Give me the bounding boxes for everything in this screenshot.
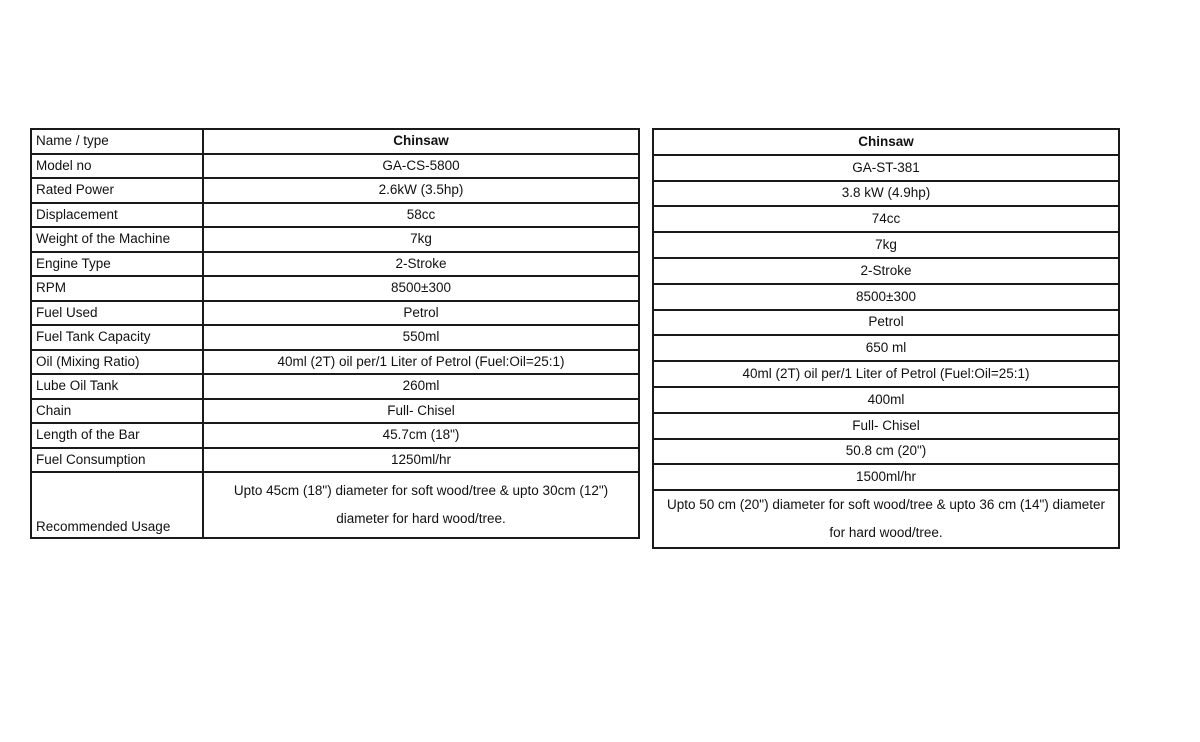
spec-value: 58cc (203, 203, 639, 228)
table-row (31, 399, 639, 424)
spec-value: 2-Stroke (653, 258, 1119, 284)
spec-value: 1250ml/hr (203, 448, 639, 473)
spec-table-model-2 (652, 128, 1120, 549)
table-row (31, 350, 639, 375)
table-row (653, 284, 1119, 310)
spec-value: 74cc (653, 206, 1119, 232)
spec-label: Chain (31, 399, 203, 424)
table-row (31, 472, 639, 538)
spec-label: RPM (31, 276, 203, 301)
table-row (653, 490, 1119, 548)
spec-label: Lube Oil Tank (31, 374, 203, 399)
spec-value: Upto 50 cm (20") diameter for soft wood/tree & upto 36 cm (14") diameter for hard wood/tree. (653, 490, 1119, 548)
table-row (31, 448, 639, 473)
spec-value: 8500±300 (203, 276, 639, 301)
spec-value: 400ml (653, 387, 1119, 413)
table-row (31, 325, 639, 350)
spec-value: Upto 45cm (18") diameter for soft wood/tree & upto 30cm (12") diameter for hard wood/tree. (203, 472, 639, 538)
spec-label: Fuel Consumption (31, 448, 203, 473)
spec-value: 2.6kW (3.5hp) (203, 178, 639, 203)
spec-label: Length of the Bar (31, 423, 203, 448)
spec-label: Rated Power (31, 178, 203, 203)
table-row (653, 155, 1119, 181)
spec-value: 7kg (203, 227, 639, 252)
table-row (31, 252, 639, 277)
table-row (653, 361, 1119, 387)
spec-value: Petrol (203, 301, 639, 326)
table-row (31, 178, 639, 203)
spec-label: Displacement (31, 203, 203, 228)
spec-value: 45.7cm (18") (203, 423, 639, 448)
spec-value: 1500ml/hr (653, 464, 1119, 490)
table-row (653, 439, 1119, 465)
table-row (31, 227, 639, 252)
spec-value: Chinsaw (653, 129, 1119, 155)
table-row (653, 181, 1119, 207)
spec-value: Full- Chisel (653, 413, 1119, 439)
spec-table-model-1 (30, 128, 640, 539)
spec-label: Recommended Usage (31, 472, 203, 538)
table-row (31, 276, 639, 301)
spec-value: 50.8 cm (20") (653, 439, 1119, 465)
spec-value: GA-ST-381 (653, 155, 1119, 181)
spec-value: 3.8 kW (4.9hp) (653, 181, 1119, 207)
table-row (31, 301, 639, 326)
table-row (653, 464, 1119, 490)
table-row (31, 423, 639, 448)
spec-value: 260ml (203, 374, 639, 399)
table-row (31, 203, 639, 228)
spec-value: 7kg (653, 232, 1119, 258)
spec-label: Name / type (31, 129, 203, 154)
spec-value: Chinsaw (203, 129, 639, 154)
table-row (31, 154, 639, 179)
spec-value: 40ml (2T) oil per/1 Liter of Petrol (Fuel:Oil=25:1) (653, 361, 1119, 387)
spec-label: Engine Type (31, 252, 203, 277)
spec-value: GA-CS-5800 (203, 154, 639, 179)
table-row (653, 413, 1119, 439)
spec-value: 40ml (2T) oil per/1 Liter of Petrol (Fuel:Oil=25:1) (203, 350, 639, 375)
spec-label: Model no (31, 154, 203, 179)
table-row (653, 129, 1119, 155)
spec-value: 8500±300 (653, 284, 1119, 310)
table-row (653, 335, 1119, 361)
spec-label: Oil (Mixing Ratio) (31, 350, 203, 375)
spec-label: Fuel Used (31, 301, 203, 326)
spec-value: 650 ml (653, 335, 1119, 361)
table-row (653, 232, 1119, 258)
table-row (31, 129, 639, 154)
spec-value: 2-Stroke (203, 252, 639, 277)
table-row (653, 206, 1119, 232)
table-row (653, 310, 1119, 336)
table-row (653, 387, 1119, 413)
table-row (31, 374, 639, 399)
spec-value: Full- Chisel (203, 399, 639, 424)
spec-label: Fuel Tank Capacity (31, 325, 203, 350)
spec-value: 550ml (203, 325, 639, 350)
spec-label: Weight of the Machine (31, 227, 203, 252)
spec-value: Petrol (653, 310, 1119, 336)
table-row (653, 258, 1119, 284)
